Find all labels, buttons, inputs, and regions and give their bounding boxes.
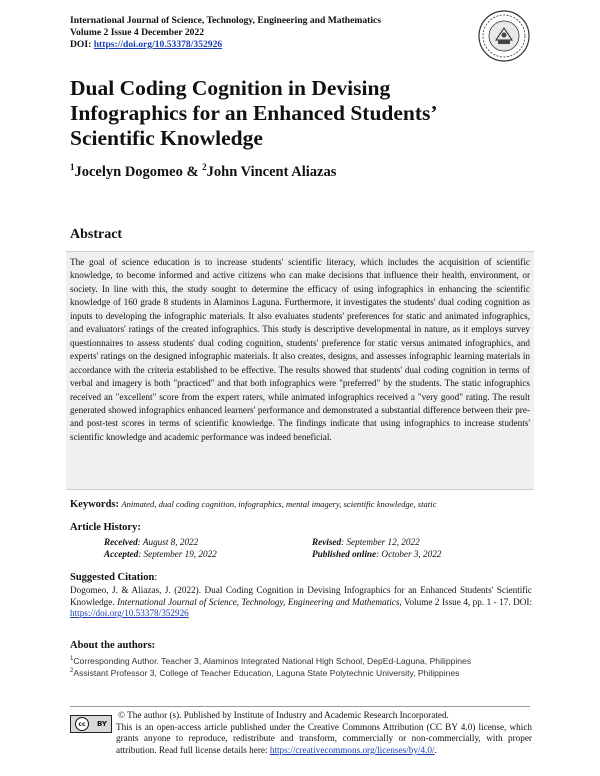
about-author-1: $^1$Corresponding Author. Teacher 3, Alaminos Integrated National High School, DepEd-Laguna, Philippines <box>70 656 472 666</box>
history-received <box>104 537 198 547</box>
footer-divider <box>70 706 530 707</box>
copyright-line: © The author (s). Published by Institute of Industry and Academic Research Incorporated. <box>118 710 449 720</box>
author-superscript: 1 <box>70 162 75 172</box>
history-label: Revised <box>312 537 342 547</box>
cc-by-license-icon[interactable] <box>70 715 112 733</box>
keywords-line <box>70 499 540 510</box>
journal-header <box>70 15 490 51</box>
keywords-label: Keywords: <box>70 499 119 510</box>
citation-journal: International Journal of Science, Technology, Engineering and Mathematics <box>117 596 400 607</box>
abstract-heading: Abstract <box>70 227 123 242</box>
license-link[interactable]: https://creativecommons.org/licenses/by/4.0/ <box>269 744 435 755</box>
doi-link[interactable]: https://doi.org/10.53378/352926 <box>93 39 223 50</box>
history-date: : August 8, 2022 <box>137 537 199 547</box>
abstract-text: The goal of science education is to increase students' scientific literacy, which includes the acquisition of scientific knowledge, to become informed and active citizens who can make decisions that influence their health, environment, or society. In line with this, the study sought to determine the efficacy of using infographics in enhancing the scientific knowledge of 160 grade 8 students in Alaminos Laguna. Furthermore, it investigates the students' dual coding cognition as inputs to developing the infographic materials. It also evaluates students' preferences for static and animated infographics, and evaluators' ratings of the created infographics. This study is descriptive developmental in nature, as it employs survey questionnaires to assess students' dual coding cognition, students' preference for static versus animated infographics, and experts' ratings on the designed infographic materials. It also creates, designs, and assesses infographic learning materials in accordance with the criteria established to be effective. The results showed that students' dual coding cognition in terms of verbal and imagery is both "practiced" and that both infographics were "preferred" by the students. The static infographics received an "excellent" score from the expert raters, while animated infographics received a "very good" rating. The result generated showed infographics enhanced learners' performance and demonstrated a substantial difference between their pre-and post-test scores in terms of scientific knowledge. The findings indicate that using infographics to increase students' scientific knowledge and academic performance was indeed beneficial. <box>70 257 530 442</box>
history-published <box>312 549 441 559</box>
title-line: Infographics for an Enhanced Students’ <box>70 101 438 125</box>
citation-doi-link[interactable]: https://doi.org/10.53378/352926 <box>70 608 189 618</box>
article-history-heading: Article History: <box>70 522 141 533</box>
suggested-citation-heading: Suggested Citation: <box>70 572 158 583</box>
volume-issue: Volume 2 Issue 4 December 2022 <box>70 27 205 38</box>
author-name: Jocelyn Dogomeo & <box>74 163 203 180</box>
history-accepted <box>104 549 217 559</box>
history-label: Accepted <box>104 549 139 559</box>
author-superscript: 2 <box>202 162 207 172</box>
journal-name: International Journal of Science, Technology, Engineering and Mathematics <box>70 15 382 26</box>
about-author-2: $^2$Assistant Professor 3, College of Teacher Education, Laguna State Polytechnic University, Philippines <box>70 668 460 678</box>
cc-icon: cc <box>75 717 89 731</box>
history-date: : October 3, 2022 <box>376 549 442 559</box>
history-date: : September 12, 2022 <box>341 537 420 547</box>
about-authors-heading: About the authors: <box>70 640 156 651</box>
citation-text: Dogomeo, J. & Aliazas, J. (2022). Dual Coding Cognition in Devising Infographics for an Enhanced Students' Scientific Knowledge. International Journal of Science, Technology, Engineering and Mathematics, Volume 2 Issue 4, pp. 1 - 17. DOI: https://doi.org/10.53378/352926 <box>70 585 532 618</box>
history-label: Received <box>104 537 138 547</box>
by-icon: BY <box>96 720 107 728</box>
title-line: Scientific Knowledge <box>70 126 263 150</box>
history-date: : September 19, 2022 <box>138 549 217 559</box>
history-label: Published online <box>312 549 377 559</box>
doi-line <box>70 39 490 51</box>
author-line <box>70 162 336 181</box>
title-line: Dual Coding Cognition in Devising <box>70 76 391 100</box>
doi-label: DOI: <box>70 39 94 50</box>
paper-title <box>70 76 540 151</box>
history-revised <box>312 537 420 547</box>
license-text <box>116 710 532 756</box>
author-name: John Vincent Aliazas <box>206 163 337 180</box>
license-statement: This is an open-access article published under the Creative Commons Attribution (CC BY 4.0) license, which grants anyone to reproduce, redistribute and transform, commercially or non-commercially, with proper attribution. Read full license details here: https://creativecommons.org/licenses/by/4.0/. <box>116 721 532 755</box>
keywords-list: Animated, dual coding cognition, infographics, mental imagery, scientific knowledge, static <box>121 499 437 509</box>
journal-seal-icon <box>478 10 530 62</box>
